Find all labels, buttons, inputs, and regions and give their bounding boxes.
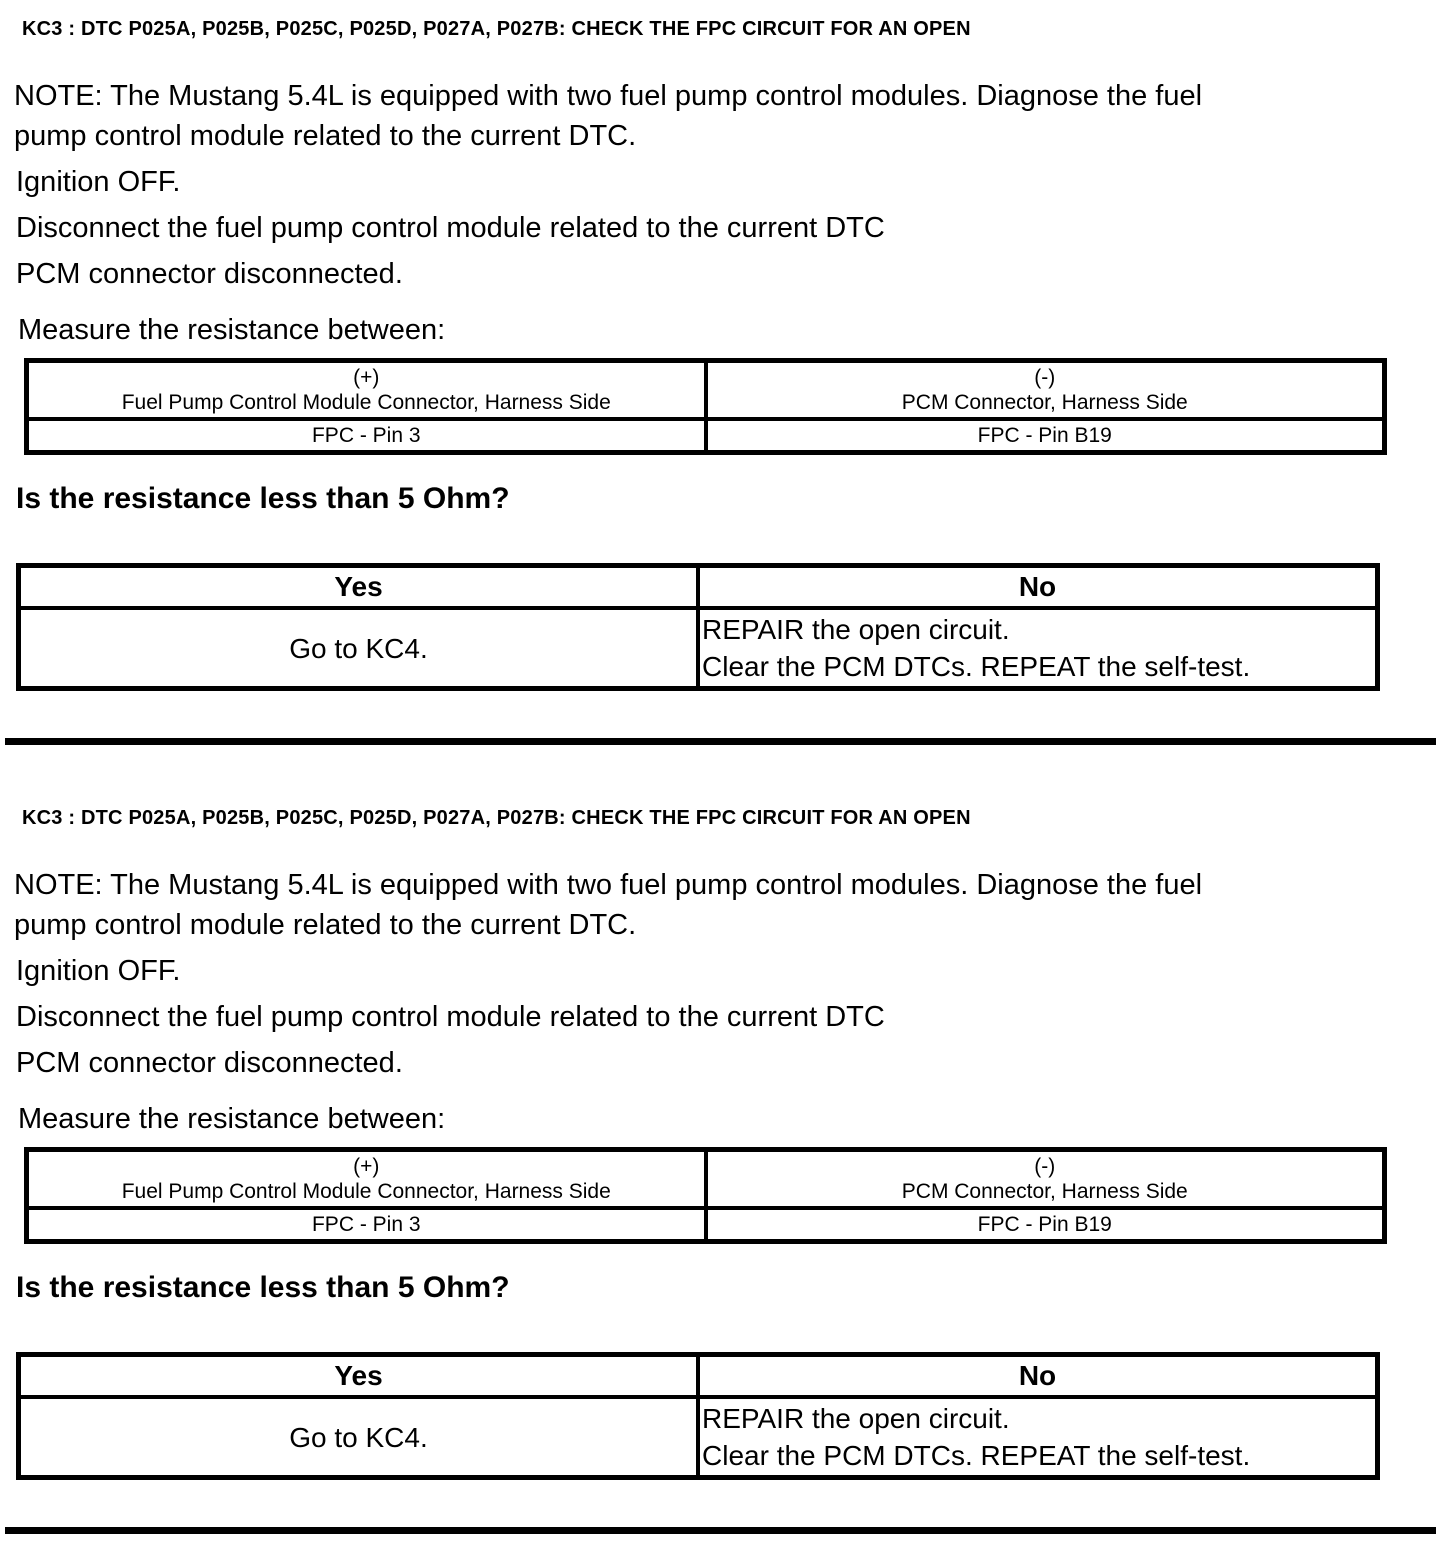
positive-lead-header	[27, 361, 706, 420]
positive-connector-label: Fuel Pump Control Module Connector, Harness Side	[121, 391, 611, 414]
note-line-2: pump control module related to the current DTC.	[14, 120, 637, 152]
no-action	[698, 1397, 1378, 1478]
positive-connector-label: Fuel Pump Control Module Connector, Harness Side	[121, 1180, 611, 1203]
step-disconnect-module: Disconnect the fuel pump control module related to the current DTC	[16, 212, 885, 244]
yes-action: Go to KC4.	[19, 1397, 699, 1478]
no-header: No	[698, 1355, 1378, 1398]
no-action-line-1: REPAIR the open circuit.	[702, 614, 1010, 645]
measurement-pin-row	[27, 1208, 1385, 1242]
negative-lead-header	[706, 1150, 1385, 1209]
question-text: Is the resistance less than 5 Ohm?	[16, 1271, 510, 1304]
measurement-table	[24, 1147, 1387, 1244]
negative-lead-pin: FPC - Pin B19	[706, 419, 1385, 453]
positive-polarity-label: (+)	[353, 1155, 380, 1178]
step-disconnect-module: Disconnect the fuel pump control module related to the current DTC	[16, 1001, 885, 1033]
yes-action: Go to KC4.	[19, 608, 699, 689]
section-title: KC3 : DTC P025A, P025B, P025C, P025D, P027A, P027B: CHECK THE FPC CIRCUIT FOR AN OPEN	[22, 807, 971, 829]
note-text	[14, 76, 1400, 156]
yes-header: Yes	[19, 566, 699, 609]
decision-action-row	[19, 608, 1378, 689]
negative-lead-header	[706, 361, 1385, 420]
measure-instruction: Measure the resistance between:	[18, 314, 446, 346]
negative-connector-label: PCM Connector, Harness Side	[901, 1180, 1188, 1203]
positive-lead-header	[27, 1150, 706, 1209]
measurement-pin-row	[27, 419, 1385, 453]
decision-action-row	[19, 1397, 1378, 1478]
decision-header-row	[19, 566, 1378, 609]
negative-polarity-label: (-)	[1034, 366, 1056, 389]
decision-table	[16, 563, 1380, 691]
measurement-header-row	[27, 1150, 1385, 1209]
no-action-line-1: REPAIR the open circuit.	[702, 1403, 1010, 1434]
no-action	[698, 608, 1378, 689]
note-line-1: NOTE: The Mustang 5.4L is equipped with two fuel pump control modules. Diagnose the fuel	[14, 80, 1203, 112]
section-divider-rule	[5, 1527, 1436, 1534]
measurement-table	[24, 358, 1387, 455]
positive-polarity-label: (+)	[353, 366, 380, 389]
positive-lead-pin: FPC - Pin 3	[27, 419, 706, 453]
decision-table	[16, 1352, 1380, 1480]
no-action-line-2: Clear the PCM DTCs. REPEAT the self-test.	[702, 1440, 1251, 1471]
pinpoint-test-section-1	[0, 0, 1440, 691]
step-pcm-disconnected: PCM connector disconnected.	[16, 1047, 403, 1079]
section-title: KC3 : DTC P025A, P025B, P025C, P025D, P027A, P027B: CHECK THE FPC CIRCUIT FOR AN OPEN	[22, 18, 971, 40]
positive-lead-pin: FPC - Pin 3	[27, 1208, 706, 1242]
note-text	[14, 865, 1400, 945]
note-line-2: pump control module related to the current DTC.	[14, 909, 637, 941]
question-text: Is the resistance less than 5 Ohm?	[16, 482, 510, 515]
measure-instruction: Measure the resistance between:	[18, 1103, 446, 1135]
step-ignition-off: Ignition OFF.	[16, 166, 181, 198]
pinpoint-test-section-2	[0, 789, 1440, 1480]
negative-polarity-label: (-)	[1034, 1155, 1056, 1178]
step-pcm-disconnected: PCM connector disconnected.	[16, 258, 403, 290]
measurement-header-row	[27, 361, 1385, 420]
negative-lead-pin: FPC - Pin B19	[706, 1208, 1385, 1242]
negative-connector-label: PCM Connector, Harness Side	[901, 391, 1188, 414]
decision-header-row	[19, 1355, 1378, 1398]
step-ignition-off: Ignition OFF.	[16, 955, 181, 987]
section-divider-rule	[5, 738, 1436, 745]
no-action-line-2: Clear the PCM DTCs. REPEAT the self-test.	[702, 651, 1251, 682]
note-line-1: NOTE: The Mustang 5.4L is equipped with two fuel pump control modules. Diagnose the fuel	[14, 869, 1203, 901]
yes-header: Yes	[19, 1355, 699, 1398]
no-header: No	[698, 566, 1378, 609]
